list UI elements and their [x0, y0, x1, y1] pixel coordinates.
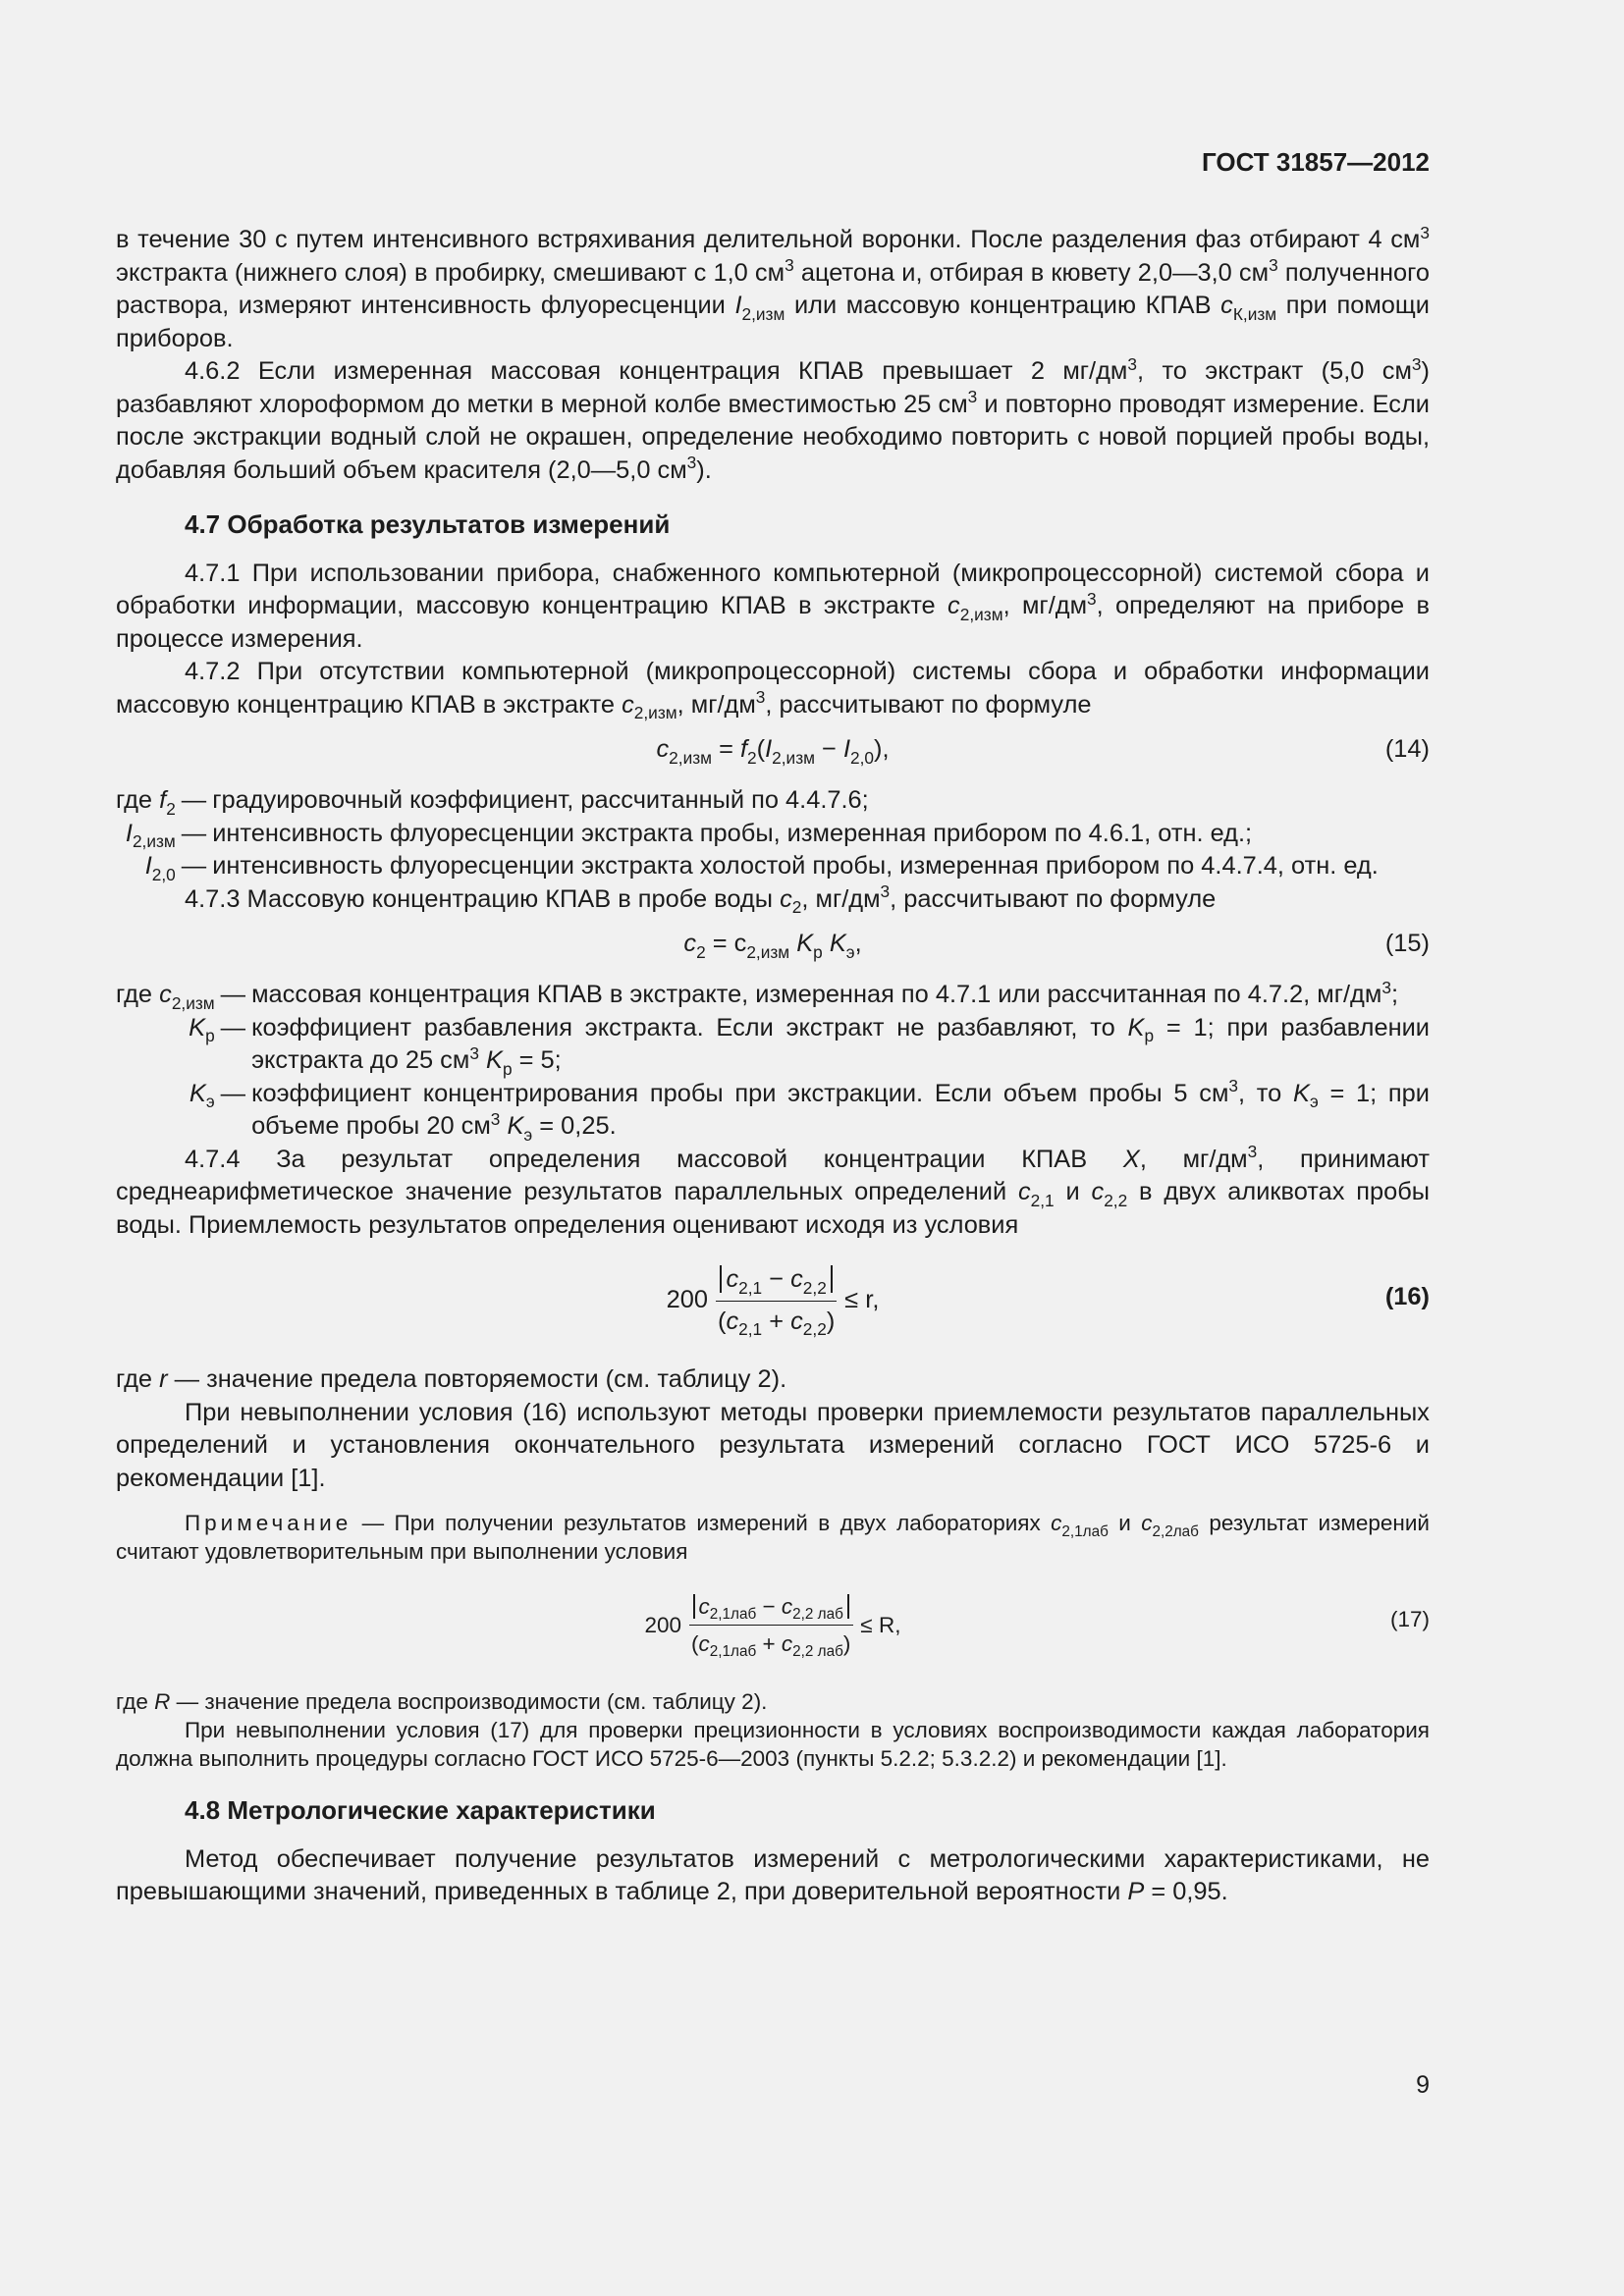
paragraph-4-7-4: 4.7.4 За результат определения массовой концентрации КПАВ X, $мг/дм^3$, принимают среднеарифметическое значение результатов параллельных определений $c_{2,1}$ и $c_{2,2}$ в двух аликвотах пробы воды. Приемлемость результатов определения оценивают исходя из условия: [116, 1142, 1431, 1239]
paragraph-4-7-2: 4.7.2 При отсутствии компьютерной (микропроцессорной) системы сбора и обработки информации массовую концентрацию КПАВ в экстракте $c_{2,изм}$, $мг/дм^3$, рассчитывают по формуле: [116, 658, 1430, 723]
formula-15: [116, 928, 1430, 969]
paragraph-continuation: в течение 30 с путем интенсивного встряхивания делительной воронки. После разделения фаз отбирают 4 $см^3$ экстракта (нижнего слоя) в пробирку, смешивают с 1,0 $см^3$ ацетона и, отбирая в кювету 2,0—3,0 $см^3$ полученного раствора, измеряют интенсивность флуоресценции $I_{2,изм}$ или массовую концентрацию КПАВ $c_{К,изм}$ при помощи приборов.: [116, 222, 1431, 352]
definitions-14: где $f_2$ — градуировочный коэффициент, рассчитанный по 4.4.7.6; $I_{2,изм}$ — интенсивность флуоресценции экстракта пробы, измеренная прибором по 4.6.1, отн. ед.; $I_{2,0}$ — интенсивность флуоресценции экстракта холостой пробы, измеренная прибором по 4.4.7.4, отн. ед.: [116, 786, 1379, 884]
note-label: Примечание: [185, 1511, 352, 1535]
formula-16: [116, 1252, 1430, 1350]
note: Примечание — При получении результатов измерений в двух лабораториях $c_{2,1лаб}$ и $c_{2,2лаб}$ результат измерений считают удовлетворительным при выполнении условия: [116, 1511, 1430, 1564]
paragraph-condition-16: При невыполнении условия (16) используют методы проверки приемлемости результатов параллельных определений и установления окончательного результата измерений согласно ГОСТ ИСО 5725-6 и рекомендации [1].: [116, 1398, 1430, 1492]
formula-14: [116, 733, 1430, 774]
paragraph-4-7-1: 4.7.1 При использовании прибора, снабженного компьютерной (микропроцессорной) системой сбора и обработки информации, массовую концентрацию КПАВ в экстракте $c_{2,изм}$, $мг/дм^3$, определяют на приборе в процессе измерения.: [116, 559, 1430, 653]
document-body: [116, 224, 1430, 1909]
formula-17-expression: 200 $\frac{c_{2,1лаб} - c_{2,2 лаб}}{(c_{2,1лаб} + c_{2,2 лаб})}$ ≤ R,: [644, 1593, 901, 1661]
formula-14-number: (14): [1384, 735, 1430, 763]
definitions-15: где $c_{2,изм}$ — массовая концентрация КПАВ в экстракте, измеренная по 4.7.1 или рассчитанная по 4.7.2, $мг/дм^3$; $K_р$ — коэффициент разбавления экстракта. Если экстракт не разбавляют, то $K_р = 1$; при разбавлении экстракта до 25 $см^3$ $K_р = 5$; $K_э$ — коэффициент концентрирования пробы при экстракции. Если объем пробы 5 $см^3$, то $K_э = 1$; при объеме пробы 20 $см^3$ $K_э = 0,25$.: [116, 977, 1430, 1145]
page-number: 9: [1416, 2071, 1430, 2099]
formula-16-number: (16): [1384, 1283, 1430, 1310]
section-heading-4-8: 4.8 Метрологические характеристики: [185, 1795, 656, 1825]
paragraph-4-8: Метод обеспечивает получение результатов измерений с метрологическими характеристиками, не превышающими значений, приведенных в таблице 2, при доверительной вероятности P = 0,95.: [116, 1844, 1430, 1905]
section-heading-4-7: 4.7 Обработка результатов измерений: [185, 509, 671, 539]
formula-15-number: (15): [1384, 930, 1430, 957]
formula-17-number: (17): [1389, 1607, 1430, 1631]
formula-15-expression: $c_2 = c_{2,изм}$ $K_р$ $K_э$,: [683, 930, 862, 962]
document-header: ГОСТ 31857—2012: [1202, 147, 1430, 177]
paragraph-condition-17: При невыполнении условия (17) для проверки прецизионности в условиях воспроизводимости каждая лаборатория должна выполнить процедуры согласно ГОСТ ИСО 5725-6—2003 (пункты 5.2.2; 5.3.2.2) и рекомендации [1].: [116, 1718, 1430, 1771]
where-R-definition: где R — значение предела воспроизводимости (см. таблицу 2).: [116, 1689, 768, 1714]
where-r-definition: где r — значение предела повторяемости (см. таблицу 2).: [116, 1365, 787, 1393]
paragraph-4-7-3: 4.7.3 Массовую концентрацию КПАВ в пробе воды $c_2$, $мг/дм^3$, рассчитывают по формуле: [185, 881, 1217, 918]
formula-16-expression: 200 $\frac{c_{2,1} - c_{2,2}}{(c_{2,1} + c_{2,2})}$ ≤ r,: [666, 1265, 880, 1340]
formula-17: [116, 1575, 1430, 1674]
formula-14-expression: $c_{2,изм} = f_2(I_{2,изм} - I_{2,0})$,: [656, 735, 890, 768]
paragraph-4-6-2: 4.6.2 Если измеренная массовая концентрация КПАВ превышает 2 $мг/дм^3$, то экстракт (5,0 $см^3$) разбавляют хлороформом до метки в мерной колбе вместимостью 25 $см^3$ и повторно проводят измерение. Если после экстракции водный слой не окрашен, определение необходимо повторить с новой порцией пробы воды, добавляя больший объем красителя (2,0—5,0 $см^3$).: [116, 353, 1430, 484]
